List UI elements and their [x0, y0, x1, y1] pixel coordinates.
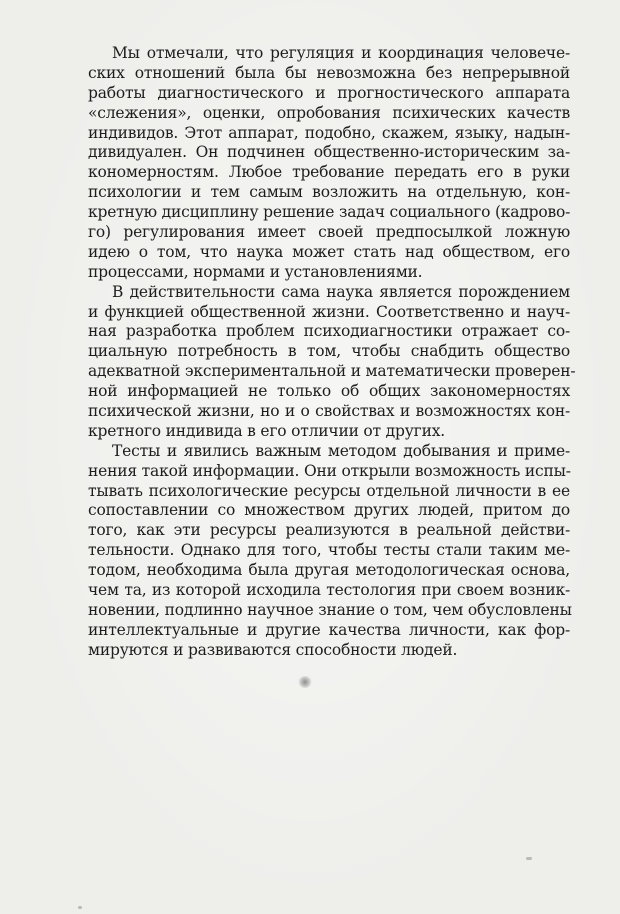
- text-line: того, как эти ресурсы реализуются в реальной действи-: [88, 521, 570, 540]
- body-text: [88, 44, 576, 661]
- text-line: ских отношений была бы невозможна без непрерывной: [88, 63, 570, 82]
- text-line: интеллектуальные и другие качества личности, как фор-: [88, 620, 570, 639]
- text-line: кретного индивида в его отличии от других.: [88, 421, 445, 440]
- text-line: и функцией общественной жизни. Соответственно и науч-: [88, 302, 570, 321]
- text-line: процессами, нормами и установлениями.: [88, 262, 423, 281]
- text-line: Мы отмечали, что регуляция и координация человече-: [112, 44, 570, 62]
- text-line: сопоставлении со множеством других людей, притом до: [88, 501, 570, 520]
- text-line: адекватной экспериментальной и математически проверен-: [88, 362, 576, 381]
- paper-speck: [526, 857, 532, 860]
- text-line: го) регулирования имеет своей предпосылкой ложную: [88, 223, 570, 242]
- text-line: работы диагностического и прогностического аппарата: [88, 83, 570, 102]
- text-line: индивидов. Этот аппарат, подобно, скажем, языку, надын-: [88, 123, 570, 142]
- text-line: тодом, необходима была другая методологическая основа,: [88, 561, 570, 580]
- text-line: новении, подлинно научное знание о том, чем обусловлены: [88, 600, 572, 619]
- text-line: Тесты и явились важным методом добывания и приме-: [112, 441, 570, 460]
- text-line: кретную дисциплину решение задач социального (кадрово-: [88, 203, 571, 222]
- text-line: циальную потребность в том, чтобы снабдить общество: [88, 342, 570, 361]
- text-line: тывать психологические ресурсы отдельной личности в ее: [88, 481, 570, 500]
- text-line: мируются и развиваются способности людей.: [88, 640, 458, 659]
- text-line: кономерностям. Любое требование передать его в руки: [88, 163, 570, 182]
- text-line: «слежения», оценки, опробования психических качеств: [88, 103, 570, 122]
- text-line: нения такой информации. Они открыли возможность испы-: [88, 461, 571, 480]
- text-line: В действительности сама наука является порождением: [112, 282, 570, 301]
- paper-speck: [78, 906, 82, 909]
- text-line: идею о том, что наука может стать над обществом, его: [88, 242, 570, 261]
- text-line: ная разработка проблем психодиагностики отражает со-: [88, 322, 570, 341]
- ink-smudge: [298, 676, 312, 688]
- text-line: психологии и тем самым возложить на отдельную, кон-: [88, 183, 570, 202]
- text-line: ной информацией не только об общих закономерностях: [88, 382, 570, 401]
- text-line: чем та, из которой исходила тестология при своем возник-: [88, 581, 570, 600]
- text-line: тельности. Однако для того, чтобы тесты стали таким ме-: [88, 541, 570, 560]
- text-line: дивидуален. Он подчинен общественно-историческим за-: [88, 143, 570, 162]
- text-line: психической жизни, но и о свойствах и возможностях кон-: [88, 402, 570, 421]
